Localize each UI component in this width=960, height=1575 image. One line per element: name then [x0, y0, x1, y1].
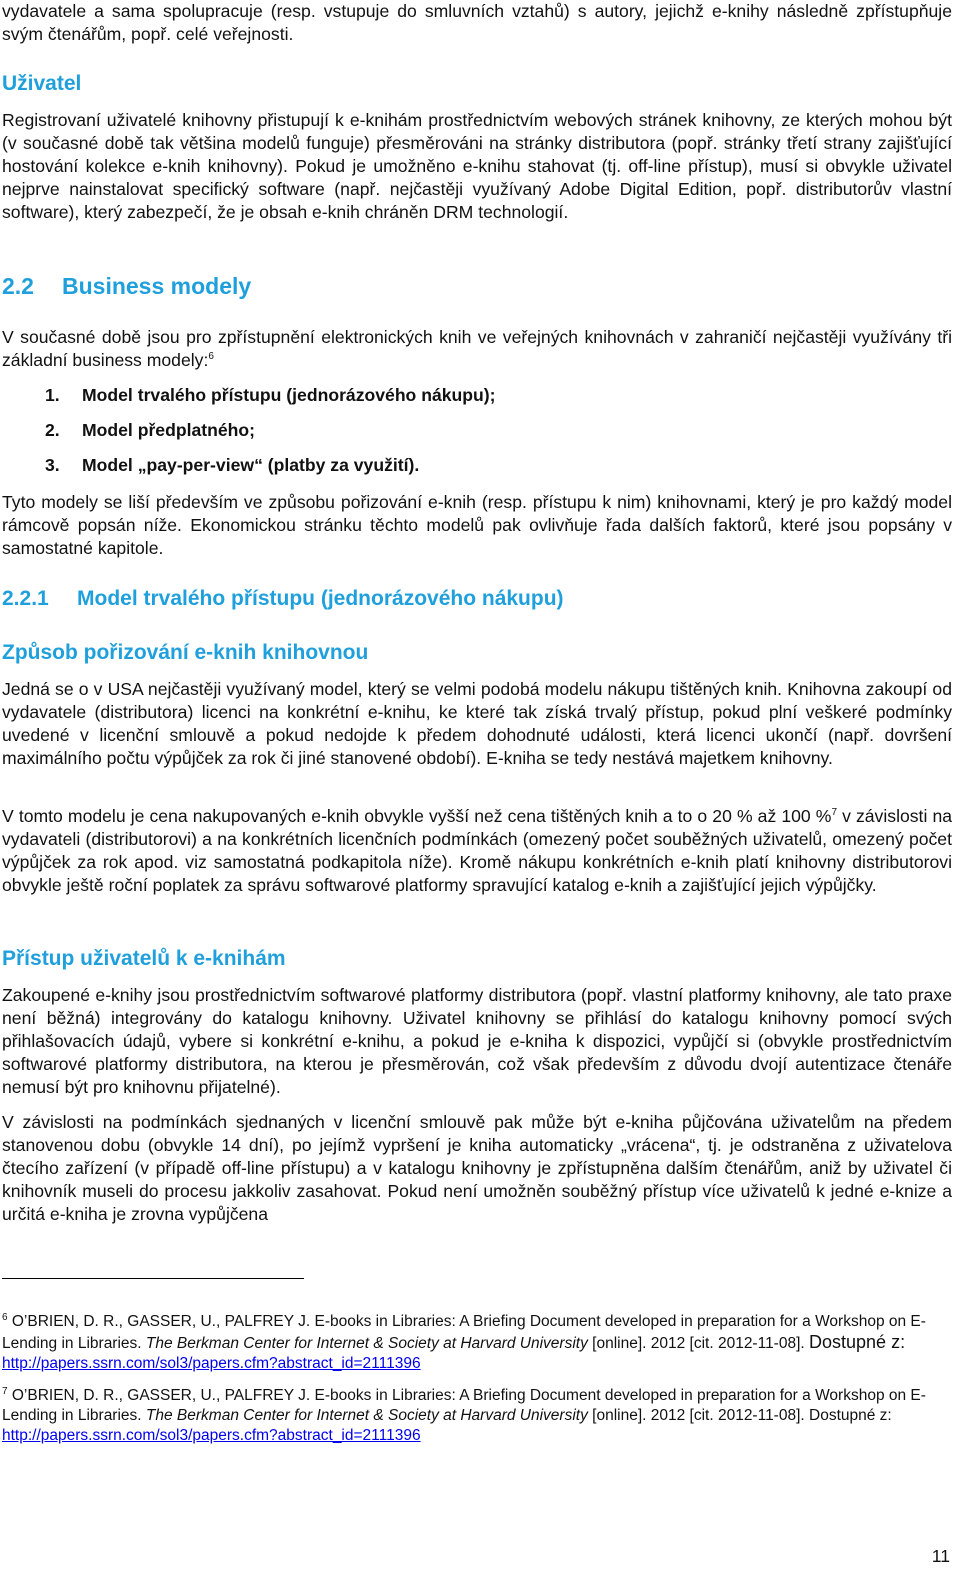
business-intro-text: V současné době jsou pro zpřístupnění elektronických knih ve veřejných knihovnách v zahraničí nejčastěji využívány tři základní business modely:: [2, 327, 952, 370]
user-heading: Uživatel: [2, 72, 82, 95]
footnote-separator: [2, 1278, 304, 1279]
user-access-subheading: Přístup uživatelů k e-knihám: [2, 947, 286, 970]
list-number: 2.: [45, 420, 60, 440]
section-2-2-1-heading: [2, 586, 564, 612]
footnote-source: The Berkman Center for Internet & Society at Harvard University: [145, 1335, 588, 1352]
intro-paragraph: vydavatele a sama spolupracuje (resp. vstupuje do smluvních vztahů) s autory, jejichž e-knihy následně zpřístupňuje svým čtenářům, popř. celé veřejnosti.: [2, 1, 952, 44]
acquisition-paragraph-2: [2, 805, 952, 897]
footnote-ref-7[interactable]: 7: [831, 807, 837, 819]
footnote-number: 6: [2, 1311, 8, 1323]
footnote-link[interactable]: http://papers.ssrn.com/sol3/papers.cfm?abstract_id=2111396: [2, 1427, 421, 1444]
section-2-2-heading: [2, 272, 251, 300]
business-intro-paragraph: [2, 326, 952, 372]
list-item: [2, 419, 952, 442]
price-text-cont: v závislosti na vydavateli (distributorovi) a na konkrétních licenčních podmínkách (omezený počet souběžných uživatelů, omezený počet výpůjček za rok apod. viz samostatná podkapitola níže). Kromě nákupu konkrétních e-knih platí knihovny distributorovi obvykle ještě roční poplatek za správu softwarové platformy spravující katalog e-knih a zajišťující jejich výpůjčky.: [2, 806, 953, 895]
models-differ-paragraph: Tyto modely se liší především ve způsobu pořizování e-knih (resp. přístupu k nim) knihovnami, který je pro každý model rámcově popsán níže. Ekonomickou stránku těchto modelů pak ovlivňuje řada dalších faktorů, které jsou popsány v samostatné kapitole.: [2, 492, 952, 558]
list-label: Model předplatného;: [82, 420, 255, 440]
footnote-text: O’BRIEN, D. R., GASSER, U., PALFREY J. E-books in Libraries: A Briefing Document developed in preparation for a Workshop on E-Lending in Libraries.: [2, 1387, 926, 1424]
acquisition-subheading: Způsob pořizování e-knih knihovnou: [2, 641, 369, 664]
business-models-list: [2, 384, 952, 477]
footnote-6: [2, 1312, 947, 1374]
footnote-available-label: Dostupné z:: [809, 1407, 892, 1424]
acquisition-paragraph-1: Jedná se o v USA nejčastěji využívaný model, který se velmi podobá modelu nákupu tištěných knih. Knihovna zakoupí od vydavatele (distributora) licenci na konkrétní e-knihu, ke které tak získá trvalý přístup, pokud plní veškeré podmínky uvedené v licenční smlouvě a pokud nedojde k předem dohodnuté události, která licenci ukončí (např. dovršení maximálního počtu výpůjček za rok či jiné stanovené období). E-kniha se tedy nestává majetkem knihovny.: [2, 679, 952, 768]
page-number: 11: [931, 1546, 950, 1566]
list-item: [2, 384, 952, 407]
list-label: Model trvalého přístupu (jednorázového nákupu);: [82, 385, 496, 405]
footnote-text: O’BRIEN, D. R., GASSER, U., PALFREY J. E-books in Libraries: A Briefing Document developed in preparation for a Workshop on E-Lending in Libraries.: [2, 1313, 926, 1352]
section-title: Business modely: [62, 273, 252, 299]
list-number: 3.: [45, 455, 60, 475]
user-access-paragraph-1: Zakoupené e-knihy jsou prostřednictvím softwarové platformy distributora (popř. vlastní platformy knihovny, ale tato praxe není běžná) integrovány do katalogu knihovny. Uživatel knihovny se přihlásí do katalogu knihovny pomocí svých přihlašovacích údajů, vybere si konkrétní e-knihu, a pokud je e-kniha k dispozici, vypůjčí si (obvykle prostřednictvím softwarové platformy distributora, na kterou je přesměrován, což však především z důvodu dvojí autentizace čtenáře nemusí být pro knihovnu přijatelné).: [2, 985, 952, 1097]
list-number: 1.: [45, 385, 60, 405]
footnote-link[interactable]: http://papers.ssrn.com/sol3/papers.cfm?abstract_id=2111396: [2, 1355, 421, 1372]
footnote-number: 7: [2, 1385, 8, 1397]
footnote-source: The Berkman Center for Internet & Society at Harvard University: [145, 1407, 588, 1424]
section-number: 2.2.1: [2, 587, 49, 610]
section-number: 2.2: [2, 273, 34, 299]
user-paragraph: Registrovaní uživatelé knihovny přistupují k e-knihám prostřednictvím webových stránek knihovny, ze kterých mohou být (v současné době tak většina modelů funguje) přesměrováni na stránky distributora (popř. stránky třetí strany zajišťující hostování kolekce e-knih knihovny). Pokud je umožněno e-knihu stahovat (tj. off-line přístup), musí si obvykle uživatel nejprve nainstalovat specifický software (např. nejčastěji využívaný Adobe Digital Edition, popř. distributorův vlastní software), který zabezpečí, že je obsah e-knih chráněn DRM technologií.: [2, 110, 952, 222]
footnote-text-cont: [online]. 2012 [cit. 2012-11-08].: [587, 1407, 810, 1424]
list-item: [2, 454, 952, 477]
footnote-7: [2, 1386, 947, 1446]
footnote-available-label: Dostupné z:: [809, 1332, 906, 1352]
footnote-text-cont: [online]. 2012 [cit. 2012-11-08].: [587, 1335, 810, 1352]
price-text: V tomto modelu je cena nakupovaných e-knih obvykle vyšší než cena tištěných knih a to o 20 % až 100 %: [2, 806, 832, 826]
footnote-ref-6[interactable]: 6: [208, 351, 214, 363]
list-label: Model „pay-per-view“ (platby za využití).: [82, 455, 420, 475]
section-title: Model trvalého přístupu (jednorázového nákupu): [77, 587, 564, 610]
user-access-paragraph-2: V závislosti na podmínkách sjednaných v licenční smlouvě pak může být e-kniha půjčována uživatelům na předem stanovenou dobu (obvykle 14 dní), po jejímž vypršení je kniha automaticky „vrácena“, tj. je odstraněna z uživatelova čtecího zařízení (v případě off-line přístupu) a v katalogu knihovny je zpřístupněna dalším čtenářům, aniž by uživatel či knihovník museli do procesu jakkoliv zasahovat. Pokud není umožněn souběžný přístup více uživatelů k jedné e-knize a určitá e-kniha je zrovna vypůjčena: [2, 1112, 952, 1224]
